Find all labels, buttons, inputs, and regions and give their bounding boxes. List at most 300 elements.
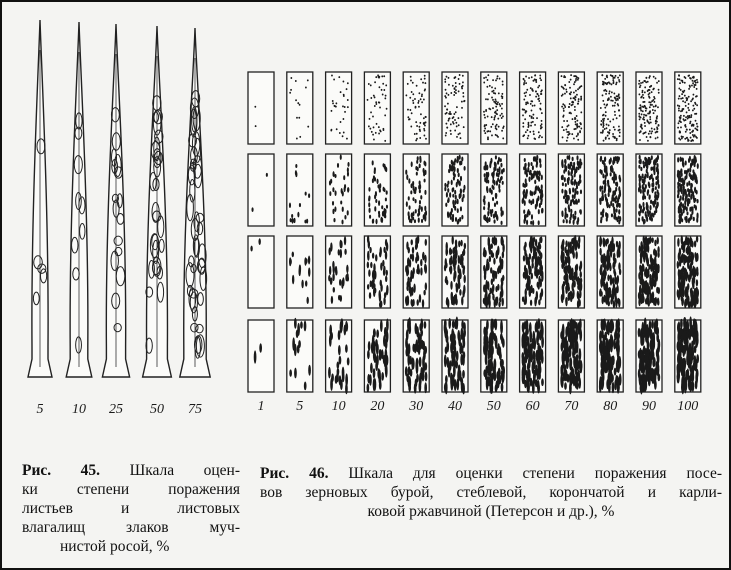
rust-pustule bbox=[454, 344, 457, 357]
rust-pustule bbox=[686, 248, 688, 254]
rust-pustule bbox=[528, 162, 530, 167]
rust-pustule bbox=[639, 185, 641, 190]
rust-pustule bbox=[526, 272, 528, 278]
rust-pustule bbox=[501, 108, 503, 110]
rust-pustule bbox=[679, 120, 681, 122]
rust-pustule bbox=[373, 368, 376, 378]
rust-pustule bbox=[690, 195, 692, 200]
rust-pustule bbox=[567, 137, 569, 139]
rust-pustule bbox=[540, 79, 542, 81]
rust-pustule bbox=[450, 249, 452, 255]
rust-pustule bbox=[653, 170, 655, 175]
rust-pustule bbox=[501, 93, 503, 95]
rust-pustule bbox=[693, 94, 695, 96]
rust-pustule bbox=[415, 241, 417, 249]
rust-pustule bbox=[444, 356, 447, 364]
infection-box bbox=[287, 72, 313, 144]
infection-box bbox=[364, 154, 390, 226]
rust-pustule bbox=[685, 105, 687, 107]
rust-pustule bbox=[448, 169, 450, 173]
rust-pustule bbox=[656, 287, 658, 294]
rust-pustule bbox=[407, 116, 409, 118]
rust-pustule bbox=[610, 157, 612, 163]
box-label: 70 bbox=[564, 399, 579, 414]
rust-pustule bbox=[290, 218, 292, 222]
rust-pustule bbox=[500, 359, 503, 368]
rust-pustule bbox=[643, 97, 645, 99]
rust-pustule bbox=[380, 262, 382, 270]
rust-pustule bbox=[576, 341, 579, 354]
rust-pustule bbox=[652, 166, 654, 170]
rust-pustule bbox=[462, 197, 464, 202]
rust-pustule bbox=[415, 166, 417, 170]
rust-pustule bbox=[606, 90, 608, 92]
rust-pustule bbox=[342, 135, 344, 137]
rust-pustule bbox=[650, 263, 652, 271]
rust-pustule bbox=[539, 250, 541, 256]
rust-pustule bbox=[417, 102, 419, 104]
rust-pustule bbox=[682, 162, 684, 167]
rust-pustule bbox=[603, 282, 605, 289]
rust-pustule bbox=[347, 82, 349, 84]
rust-pustule bbox=[564, 370, 567, 382]
rust-pustule bbox=[614, 368, 617, 376]
rust-pustule bbox=[455, 111, 457, 113]
rust-pustule bbox=[486, 216, 488, 222]
rust-pustule bbox=[457, 156, 459, 160]
rust-pustule bbox=[492, 238, 494, 244]
rust-pustule bbox=[565, 129, 567, 131]
rust-pustule bbox=[533, 371, 536, 384]
rust-pustule bbox=[528, 125, 530, 127]
rust-pustule bbox=[456, 351, 459, 362]
box-label: 1 bbox=[257, 399, 265, 414]
rust-pustule bbox=[612, 203, 614, 208]
rust-pustule bbox=[540, 91, 542, 93]
rust-pustule bbox=[384, 140, 386, 142]
rust-pustule bbox=[380, 247, 382, 256]
rust-pustule bbox=[298, 340, 301, 348]
rust-pustule bbox=[494, 111, 496, 113]
rust-pustule bbox=[496, 109, 498, 111]
rust-pustule bbox=[679, 260, 681, 267]
rust-pustule bbox=[689, 316, 692, 329]
rust-pustule bbox=[411, 112, 413, 114]
rust-pustule bbox=[602, 131, 604, 133]
rust-pustule bbox=[565, 240, 567, 247]
rust-pustule bbox=[497, 136, 499, 138]
rust-pustule bbox=[650, 215, 652, 219]
rust-pustule bbox=[525, 102, 527, 104]
rust-pustule bbox=[406, 285, 408, 291]
rust-pustule bbox=[640, 131, 642, 133]
rust-pustule bbox=[562, 87, 564, 89]
rust-pustule bbox=[424, 206, 426, 211]
rust-pustule bbox=[463, 275, 465, 283]
rust-pustule bbox=[615, 195, 617, 199]
rust-pustule bbox=[525, 95, 527, 97]
rust-pustule bbox=[685, 126, 687, 128]
rust-pustule bbox=[502, 369, 505, 382]
rust-pustule bbox=[678, 107, 680, 109]
rust-pustule bbox=[451, 180, 453, 186]
rust-pustule bbox=[535, 96, 537, 98]
rust-pustule bbox=[463, 322, 466, 332]
rust-pustule bbox=[331, 129, 333, 131]
rust-pustule bbox=[567, 282, 569, 290]
rust-pustule bbox=[689, 77, 691, 79]
rust-pustule bbox=[647, 297, 649, 304]
rust-pustule bbox=[615, 75, 617, 77]
rust-pustule bbox=[529, 131, 531, 133]
rust-pustule bbox=[372, 271, 374, 278]
rust-pustule bbox=[574, 81, 576, 83]
rust-pustule bbox=[416, 133, 418, 135]
rust-pustule bbox=[532, 220, 534, 226]
rust-pustule bbox=[617, 77, 619, 79]
rust-pustule bbox=[651, 368, 654, 378]
rust-pustule bbox=[452, 236, 454, 245]
rust-pustule bbox=[425, 371, 428, 381]
rust-pustule bbox=[422, 299, 424, 308]
rust-pustule bbox=[334, 190, 336, 196]
rust-pustule bbox=[616, 159, 618, 164]
rust-pustule bbox=[618, 209, 620, 214]
rust-pustule bbox=[347, 162, 349, 167]
rust-pustule bbox=[384, 97, 386, 99]
rust-pustule bbox=[446, 297, 448, 303]
rust-pustule bbox=[679, 344, 682, 352]
rust-pustule bbox=[694, 172, 696, 176]
rust-pustule bbox=[651, 130, 653, 132]
rust-pustule bbox=[697, 81, 699, 83]
rust-pustule bbox=[677, 366, 680, 377]
rust-pustule bbox=[681, 93, 683, 95]
rust-pustule bbox=[614, 105, 616, 107]
leaf-label: 25 bbox=[109, 402, 123, 417]
rust-pustule bbox=[601, 170, 603, 175]
rust-pustule bbox=[522, 340, 525, 349]
rust-pustule bbox=[613, 208, 615, 214]
rust-pustule bbox=[445, 134, 447, 136]
rust-pustule bbox=[686, 182, 688, 186]
rust-pustule bbox=[610, 276, 612, 285]
rust-pustule bbox=[538, 131, 540, 133]
rust-pustule bbox=[646, 373, 649, 382]
rust-pustule bbox=[605, 136, 607, 138]
rust-pustule bbox=[531, 214, 533, 220]
rust-pustule bbox=[658, 89, 660, 91]
rust-pustule bbox=[657, 264, 659, 271]
rust-pustule bbox=[642, 285, 644, 293]
rust-pustule bbox=[647, 90, 649, 92]
rust-pustule bbox=[485, 110, 487, 112]
rust-pustule bbox=[576, 155, 578, 160]
rust-pustule bbox=[500, 283, 502, 291]
rust-pustule bbox=[484, 173, 486, 177]
leaf-label: 5 bbox=[36, 402, 44, 417]
rust-pustule bbox=[653, 76, 655, 78]
rust-pustule bbox=[657, 251, 659, 258]
rust-pustule bbox=[648, 122, 650, 124]
rust-pustule bbox=[299, 104, 301, 106]
rust-pustule bbox=[444, 105, 446, 107]
rust-pustule bbox=[680, 126, 682, 128]
rust-pustule bbox=[647, 113, 649, 115]
rust-pustule bbox=[611, 356, 614, 366]
rust-pustule bbox=[696, 330, 699, 340]
rust-pustule bbox=[691, 131, 693, 133]
rust-pustule bbox=[649, 89, 651, 91]
rust-pustule bbox=[534, 105, 536, 107]
rust-pustule bbox=[649, 118, 651, 120]
rust-pustule bbox=[640, 82, 642, 84]
rust-pustule bbox=[524, 294, 526, 301]
rust-pustule bbox=[444, 78, 446, 80]
rust-pustule bbox=[463, 285, 465, 294]
rust-pustule bbox=[375, 103, 377, 105]
rust-pustule bbox=[343, 175, 345, 180]
rust-pustule bbox=[601, 256, 603, 263]
rust-pustule bbox=[563, 76, 565, 78]
rust-pustule bbox=[642, 174, 644, 179]
rust-pustule bbox=[532, 165, 534, 170]
rust-pustule bbox=[642, 94, 644, 96]
rust-pustule bbox=[606, 217, 608, 222]
rust-pustule bbox=[684, 381, 687, 394]
rust-pustule bbox=[655, 122, 657, 124]
rust-pustule bbox=[656, 361, 659, 371]
rust-pustule bbox=[301, 280, 303, 289]
rust-pustule bbox=[377, 368, 380, 378]
rust-pustule bbox=[570, 247, 572, 254]
rust-pustule bbox=[524, 92, 526, 94]
rust-pustule bbox=[424, 255, 426, 264]
rust-pustule bbox=[451, 160, 453, 165]
rust-pustule bbox=[614, 77, 616, 79]
rust-pustule bbox=[643, 193, 645, 197]
rust-pustule bbox=[561, 106, 563, 108]
rust-pustule bbox=[579, 130, 581, 132]
rust-pustule bbox=[413, 284, 415, 293]
rust-pustule bbox=[346, 88, 348, 90]
rust-pustule bbox=[524, 80, 526, 82]
rust-pustule bbox=[422, 371, 425, 381]
rust-pustule bbox=[523, 365, 526, 377]
rust-pustule bbox=[300, 321, 303, 328]
rust-pustule bbox=[580, 209, 582, 215]
rust-pustule bbox=[694, 240, 696, 247]
rust-pustule bbox=[457, 208, 459, 213]
rust-pustule bbox=[655, 318, 658, 328]
rust-pustule bbox=[566, 120, 568, 122]
rust-pustule bbox=[464, 243, 466, 249]
rust-pustule bbox=[643, 114, 645, 116]
rust-pustule bbox=[541, 184, 543, 189]
rust-pustule bbox=[696, 179, 698, 184]
rust-pustule bbox=[618, 110, 620, 112]
rust-pustule bbox=[561, 365, 564, 373]
rust-pustule bbox=[524, 200, 526, 206]
rust-pustule bbox=[384, 214, 386, 218]
rust-pustule bbox=[579, 122, 581, 124]
rust-pustule bbox=[497, 346, 500, 355]
rust-pustule bbox=[450, 167, 452, 171]
rust-pustule bbox=[458, 117, 460, 119]
rust-pustule bbox=[305, 86, 307, 88]
rust-pustule bbox=[525, 194, 527, 199]
rust-pustule bbox=[333, 78, 335, 80]
rust-pustule bbox=[603, 180, 605, 184]
figure-46-labels bbox=[258, 399, 699, 414]
rust-pustule bbox=[491, 86, 493, 88]
rust-pustule bbox=[372, 160, 374, 165]
rust-pustule bbox=[502, 137, 504, 139]
rust-pustule bbox=[686, 320, 689, 332]
rust-pustule bbox=[655, 131, 657, 133]
rust-pustule bbox=[486, 341, 489, 352]
rust-pustule bbox=[424, 382, 427, 393]
rust-pustule bbox=[410, 254, 412, 260]
rust-pustule bbox=[492, 179, 494, 184]
rust-pustule bbox=[578, 126, 580, 128]
rust-pustule bbox=[651, 127, 653, 129]
rust-pustule bbox=[523, 82, 525, 84]
rust-pustule bbox=[647, 288, 649, 296]
rust-pustule bbox=[531, 100, 533, 102]
rust-pustule bbox=[308, 267, 310, 276]
rust-pustule bbox=[683, 328, 686, 341]
rust-pustule bbox=[498, 368, 501, 377]
rust-pustule bbox=[445, 334, 448, 342]
rust-pustule bbox=[609, 204, 611, 208]
rust-pustule bbox=[535, 322, 538, 332]
rust-pustule bbox=[340, 249, 342, 258]
rust-pustule bbox=[566, 214, 568, 218]
rust-pustule bbox=[453, 263, 455, 271]
rust-pustule bbox=[329, 181, 331, 186]
rust-pustule bbox=[500, 221, 502, 225]
rust-pustule bbox=[690, 368, 693, 381]
rust-pustule bbox=[380, 320, 383, 332]
rust-pustule bbox=[418, 106, 420, 108]
rust-pustule bbox=[687, 139, 689, 141]
rust-pustule bbox=[690, 100, 692, 102]
rust-pustule bbox=[493, 360, 496, 373]
rust-pustule bbox=[452, 194, 454, 198]
rust-pustule bbox=[683, 317, 686, 329]
rust-pustule bbox=[412, 100, 414, 102]
rust-pustule bbox=[617, 298, 619, 304]
rust-pustule bbox=[658, 124, 660, 126]
rust-pustule bbox=[652, 201, 654, 205]
rust-pustule bbox=[494, 319, 497, 331]
rust-pustule bbox=[419, 158, 421, 163]
rust-pustule bbox=[608, 301, 610, 307]
rust-pustule bbox=[342, 277, 344, 286]
rust-pustule bbox=[411, 287, 413, 296]
rust-pustule bbox=[563, 120, 565, 122]
rust-pustule bbox=[683, 185, 685, 191]
rust-pustule bbox=[680, 98, 682, 100]
rust-pustule bbox=[600, 187, 602, 192]
rust-pustule bbox=[447, 181, 449, 185]
rust-pustule bbox=[562, 163, 564, 168]
rust-pustule bbox=[641, 124, 643, 126]
rust-pustule bbox=[576, 359, 579, 370]
rust-pustule bbox=[455, 295, 457, 305]
rust-pustule bbox=[411, 91, 413, 93]
rust-pustule bbox=[487, 138, 489, 140]
rust-pustule bbox=[696, 236, 698, 243]
rust-pustule bbox=[384, 292, 386, 298]
rust-pustule bbox=[412, 181, 414, 186]
rust-pustule bbox=[574, 99, 576, 101]
rust-pustule bbox=[532, 288, 534, 294]
rust-pustule bbox=[695, 103, 697, 105]
rust-pustule bbox=[494, 162, 496, 166]
rust-pustule bbox=[454, 253, 456, 260]
rust-pustule bbox=[576, 127, 578, 129]
rust-pustule bbox=[680, 208, 682, 213]
rust-pustule bbox=[578, 377, 581, 389]
rust-pustule bbox=[531, 273, 533, 280]
rust-pustule bbox=[656, 82, 658, 84]
rust-pustule bbox=[490, 267, 492, 274]
rust-pustule bbox=[640, 189, 642, 194]
rust-pustule bbox=[642, 161, 644, 165]
rust-pustule bbox=[679, 131, 681, 133]
rust-pustule bbox=[422, 252, 424, 261]
rust-pustule bbox=[501, 176, 503, 180]
rust-pustule bbox=[460, 188, 462, 194]
rust-pustule bbox=[483, 111, 485, 113]
rust-pustule bbox=[374, 353, 377, 363]
rust-pustule bbox=[501, 383, 504, 392]
rust-pustule bbox=[604, 107, 606, 109]
rust-pustule bbox=[375, 254, 377, 261]
rust-pustule bbox=[539, 266, 541, 273]
rust-pustule bbox=[608, 132, 610, 134]
rust-pustule bbox=[692, 266, 694, 275]
rust-pustule bbox=[686, 207, 688, 212]
rust-pustule bbox=[538, 85, 540, 87]
rust-pustule bbox=[560, 254, 562, 262]
rust-pustule bbox=[639, 285, 641, 294]
rust-pustule bbox=[455, 122, 457, 124]
rust-pustule bbox=[485, 289, 487, 298]
rust-pustule bbox=[378, 200, 380, 206]
rust-pustule bbox=[368, 269, 370, 276]
rust-pustule bbox=[690, 140, 692, 142]
rust-pustule bbox=[486, 86, 488, 88]
rust-pustule bbox=[385, 239, 387, 246]
rust-pustule bbox=[497, 101, 499, 103]
rust-pustule bbox=[408, 119, 410, 121]
rust-pustule bbox=[450, 92, 452, 94]
rust-pustule bbox=[604, 194, 606, 199]
rust-pustule bbox=[524, 170, 526, 174]
rust-pustule bbox=[527, 379, 530, 392]
rust-pustule bbox=[578, 199, 580, 203]
rust-pustule bbox=[640, 257, 642, 265]
rust-pustule bbox=[646, 136, 648, 138]
rust-pustule bbox=[679, 199, 681, 203]
rust-pustule bbox=[606, 76, 608, 78]
rust-pustule bbox=[650, 350, 653, 359]
rust-pustule bbox=[603, 160, 605, 165]
rust-pustule bbox=[495, 271, 497, 279]
